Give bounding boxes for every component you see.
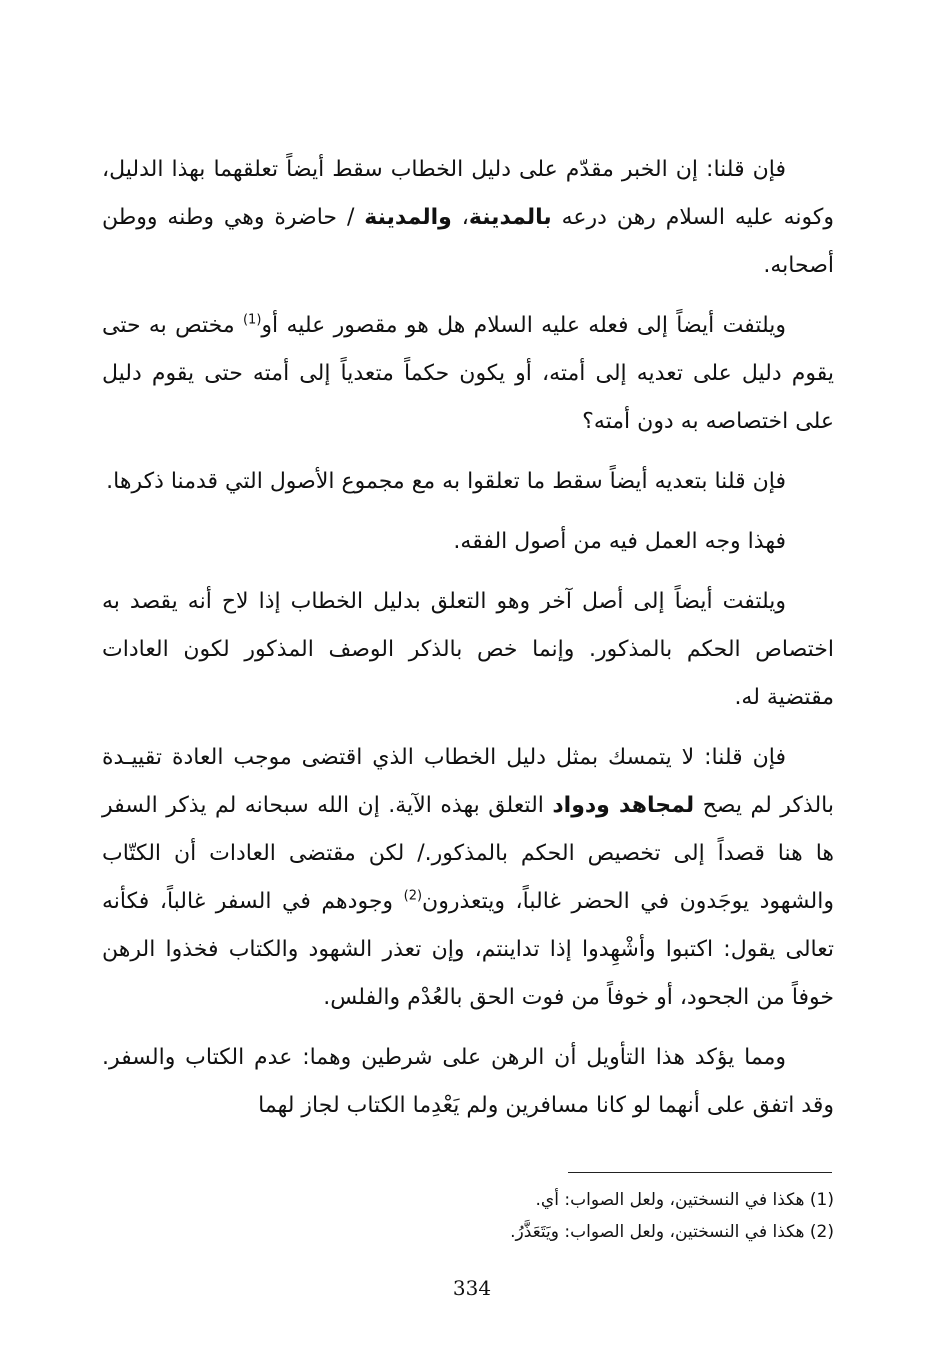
- footnote-marker: (1): [242, 312, 262, 328]
- text-run: التعلق بهذه الآية. إن الله سبحانه لم يذكر السفر ها هنا قصداً إلى تخصيص الحكم بالمذكور./ لكن مقتضى العادات أن الكتّاب والشهود يوجَدون في الحضر غالباً، ويتعذرون: [102, 793, 834, 914]
- text-run: / حاضرة وهي وطنه ووطن أصحابه.: [102, 205, 834, 278]
- paragraph-3: فإن قلنا بتعديه أيضاً سقط ما تعلقوا به مع مجموع الأصول التي قدمنا ذكرها.: [106, 469, 786, 494]
- text-run: مختص به حتى يقوم دليل على تعديه إلى أمته، أو يكون حكماً متعدياً إلى أمته حتى يقوم دليل على اختصاصه به دون أمته؟: [102, 313, 834, 434]
- footnote-2: (2) هكذا في النسختين، ولعل الصواب: ويَتَعَذَّرُ.: [510, 1222, 834, 1242]
- paragraph-4: فهذا وجه العمل فيه من أصول الفقه.: [453, 529, 786, 554]
- paragraph-2: [102, 302, 834, 446]
- text-run: وجودهم في السفر غالباً، فكأنه تعالى يقول: اكتبوا وأشْهِدوا إذا تداينتم، وإن تعذر الشهود والكتاب فخذوا الرهن خوفاً من الجحود، أو خوفاً من فوت الحق بالعُدْم والفلس.: [102, 889, 834, 1010]
- bold-term: لمجاهد ودواد: [552, 793, 695, 818]
- paragraph-1: [102, 146, 834, 290]
- text-run: فإن قلنا: لا يتمسك بمثل دليل الخطاب الذي اقتضى موجب العادة تقييـدة بالذكر لم يصح: [102, 745, 834, 818]
- paragraph-7: ومما يؤكد هذا التأويل أن الرهن على شرطين وهما: عدم الكتاب والسفر. وقد اتفق على أنهما لو كانا مسافرين ولم يَعْدِما الكتاب لجاز لهما: [102, 1045, 834, 1118]
- page-number: 334: [452, 1276, 492, 1300]
- footnotes: [102, 1184, 834, 1248]
- footnote-separator: [568, 1172, 832, 1173]
- paragraph-6: [102, 734, 834, 1022]
- text-run: فإن قلنا: إن الخبر مقدّم على دليل الخطاب سقط أيضاً تعلقهما بهذا الدليل، وكونه عليه السلام رهن درعه: [102, 157, 835, 230]
- text-run: ويلتفت أيضاً إلى فعله عليه السلام هل هو مقصور عليه أو: [261, 313, 786, 338]
- bold-term: والمدينة: [364, 205, 452, 230]
- main-text: [102, 146, 834, 1142]
- bold-term: بالمدينة: [468, 205, 552, 230]
- footnote-1: (1) هكذا في النسختين، ولعل الصواب: أي.: [535, 1190, 834, 1210]
- footnote-marker: (2): [403, 888, 423, 904]
- text-run: ،: [451, 205, 469, 230]
- paragraph-5: ويلتفت أيضاً إلى أصل آخر وهو التعلق بدليل الخطاب إذا لاح أنه يقصد به اختصاص الحكم بالمذكور. وإنما خص بالذكر الوصف المذكور لكون العادات مقتضية له.: [102, 589, 834, 710]
